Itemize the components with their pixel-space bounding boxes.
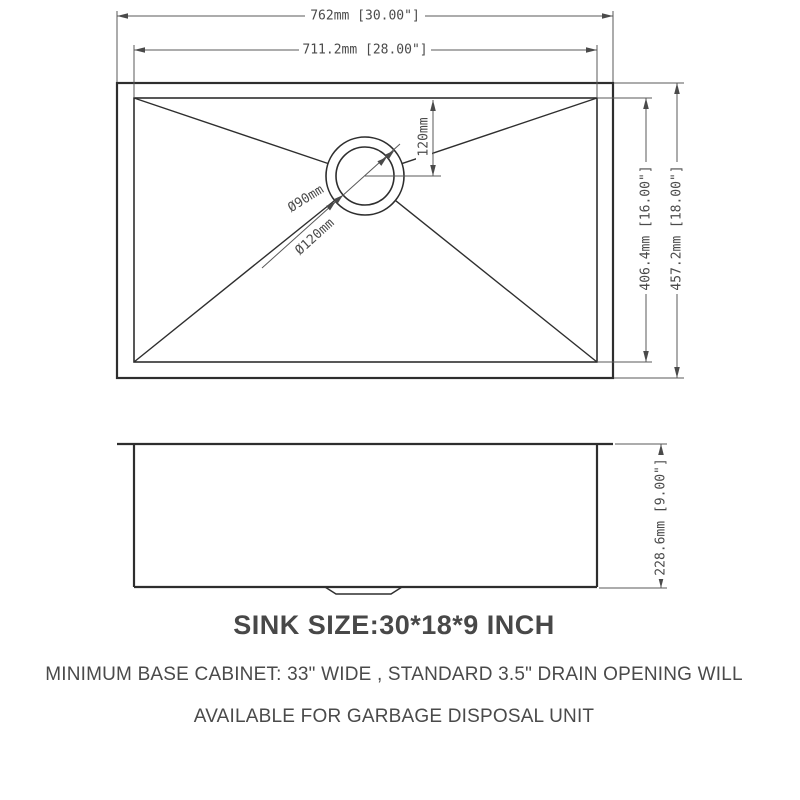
depth-dimension [599, 444, 669, 588]
top-view-outer-rim [117, 83, 613, 378]
leader-arrow [385, 150, 395, 159]
outer-width-label: 762mm [30.00"] [310, 8, 420, 24]
depth-label: 228.6mm [9.00"] [653, 458, 669, 576]
svg-text:Ø120mm: Ø120mm [292, 215, 338, 259]
drain-outer-diameter-label [293, 216, 338, 259]
side-view [117, 444, 669, 594]
sink-size-title: SINK SIZE:30*18*9 INCH [233, 610, 555, 640]
inner-width-label: 711.2mm [28.00"] [302, 42, 428, 58]
inner-height-label: 406.4mm [16.00"] [638, 165, 654, 291]
drain-offset-label: 120mm [416, 117, 432, 157]
cabinet-note-line: MINIMUM BASE CABINET: 33" WIDE , STANDARD 3.5" DRAIN OPENING WILL [45, 664, 743, 685]
disposal-note-line: AVAILABLE FOR GARBAGE DISPOSAL UNIT [193, 706, 595, 727]
leader-arrow [377, 157, 387, 166]
outer-height-label: 457.2mm [18.00"] [669, 165, 685, 291]
height-dimensions [598, 83, 685, 378]
svg-text:Ø90mm: Ø90mm [285, 182, 327, 216]
drain-inner-diameter-label [285, 182, 326, 216]
top-view [117, 8, 685, 378]
